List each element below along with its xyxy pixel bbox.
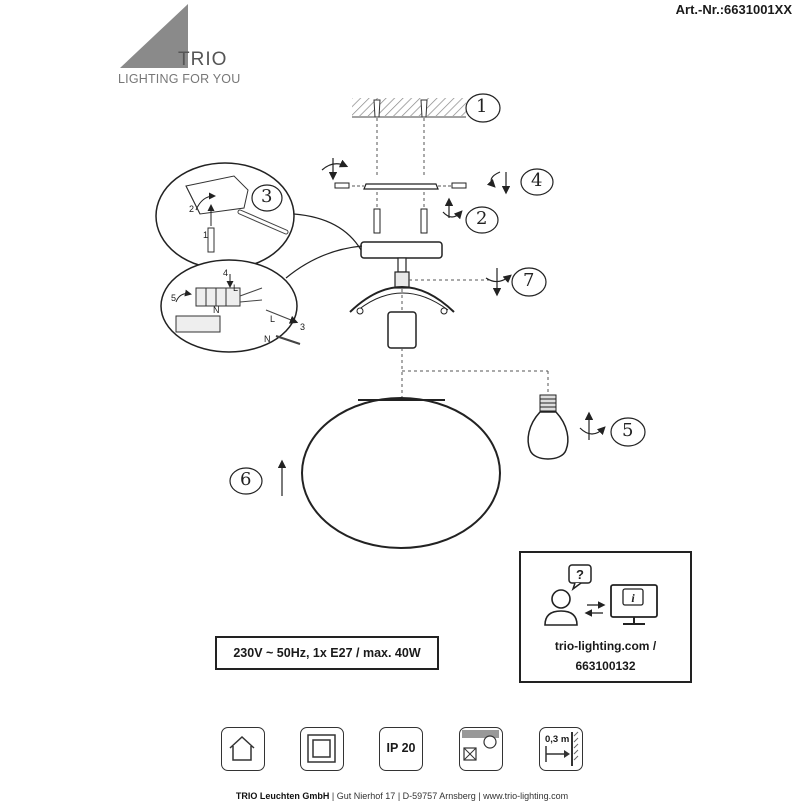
footer [0,791,804,801]
info-code: 663100132 [575,659,636,673]
ceiling-cover-icon [460,728,501,769]
indoor-use-symbol [221,727,265,771]
article-number: Art.-Nr.:6631001XX [675,2,792,17]
svg-text:?: ? [576,567,584,582]
info-box [519,551,692,683]
detail-label-5: 5 [171,293,177,303]
step-2-number: 2 [476,208,488,229]
double-insulation-icon [301,728,342,769]
ip-rating-text: IP 20 [386,741,416,755]
electrical-spec-box [215,636,439,670]
min-distance-text: 0,3 m [545,734,570,745]
step-4-number: 4 [531,170,543,191]
detail-label-n-small: N [213,305,220,315]
distance-arrow-icon [540,728,581,769]
step-5-number: 5 [622,420,634,441]
footer-city: D-59757 Arnsberg [402,791,476,801]
detail-label-1: 1 [203,230,209,240]
protection-class-symbol [300,727,344,771]
footer-sep-2: | [397,791,401,801]
detail-label-l: L [270,314,276,324]
footer-sep-1: | [331,791,335,801]
footer-website[interactable]: www.trio-lighting.com [483,791,569,801]
electrical-spec-text: 230V ~ 50Hz, 1x E27 / max. 40W [233,646,421,660]
footer-sep-3: | [478,791,481,801]
logo-name: TRIO [178,49,228,70]
step-1-number: 1 [476,96,488,117]
ip-rating-symbol [379,727,423,771]
detail-label-2: 2 [189,204,195,214]
step-6-number: 6 [240,469,252,490]
step-7-number: 7 [523,270,535,291]
min-distance-symbol [539,727,583,771]
detail-label-l-small: L [233,283,239,293]
footer-address: Gut Nierhof 17 [336,791,396,801]
step-3-number: 3 [261,186,273,207]
svg-text:i: i [631,591,635,605]
no-insulation-cover-symbol [459,727,503,771]
detail-label-3: 3 [300,322,306,332]
house-icon [222,728,263,769]
detail-label-n: N [264,334,271,344]
support-icon [543,561,673,631]
info-url[interactable]: trio-lighting.com / [554,639,657,653]
detail-label-4: 4 [223,268,229,278]
logo-tagline: LIGHTING FOR YOU [118,72,241,86]
footer-company: TRIO Leuchten GmbH [235,791,330,801]
